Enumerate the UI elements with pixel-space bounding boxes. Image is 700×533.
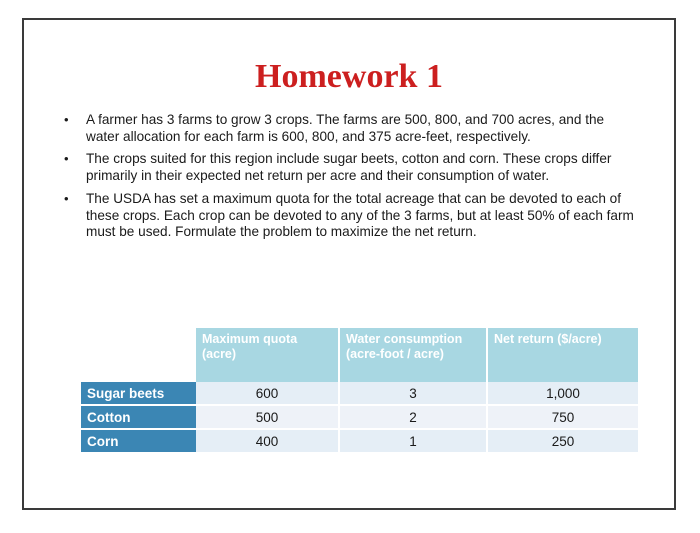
table-header-row — [81, 328, 638, 382]
cell-net-return: 250 — [487, 429, 638, 453]
row-label-cotton: Cotton — [81, 405, 196, 429]
bullet-item — [64, 151, 639, 184]
header-water-consumption: Water consumption (acre-foot / acre) — [339, 328, 487, 382]
table-row — [81, 429, 638, 453]
row-label-corn: Corn — [81, 429, 196, 453]
row-label-sugar-beets: Sugar beets — [81, 382, 196, 405]
bullet-item — [64, 112, 639, 145]
cell-water: 3 — [339, 382, 487, 405]
crop-table — [81, 328, 638, 454]
table-row — [81, 405, 638, 429]
bullet-icon: • — [64, 190, 69, 206]
bullet-text: The crops suited for this region include sugar beets, cotton and corn. These crops differ primarily in their expected net return per acre and their consumption of water. — [86, 151, 612, 184]
bullet-text: The USDA has set a maximum quota for the total acreage that can be devoted to each of these crops. Each crop can be devoted to any of the 3 farms, but at least 50% of each farm must be used. Formulate the problem to maximize the net return. — [86, 190, 634, 240]
cell-quota: 400 — [196, 429, 339, 453]
header-net-return: Net return ($/acre) — [487, 328, 638, 382]
bullet-icon: • — [64, 151, 69, 167]
cell-water: 2 — [339, 405, 487, 429]
bullet-text: A farmer has 3 farms to grow 3 crops. The farms are 500, 800, and 700 acres, and the water allocation for each farm is 600, 800, and 375 acre-feet, respectively. — [86, 112, 605, 144]
cell-net-return: 750 — [487, 405, 638, 429]
cell-water: 1 — [339, 429, 487, 453]
table-row — [81, 382, 638, 405]
bullet-list — [64, 112, 639, 247]
cell-quota: 600 — [196, 382, 339, 405]
bullet-item — [64, 191, 639, 241]
table-corner — [81, 328, 196, 382]
header-max-quota: Maximum quota (acre) — [196, 328, 339, 382]
bullet-icon: • — [64, 112, 69, 127]
cell-net-return: 1,000 — [487, 382, 638, 405]
slide-title: Homework 1 — [255, 58, 443, 95]
cell-quota: 500 — [196, 405, 339, 429]
